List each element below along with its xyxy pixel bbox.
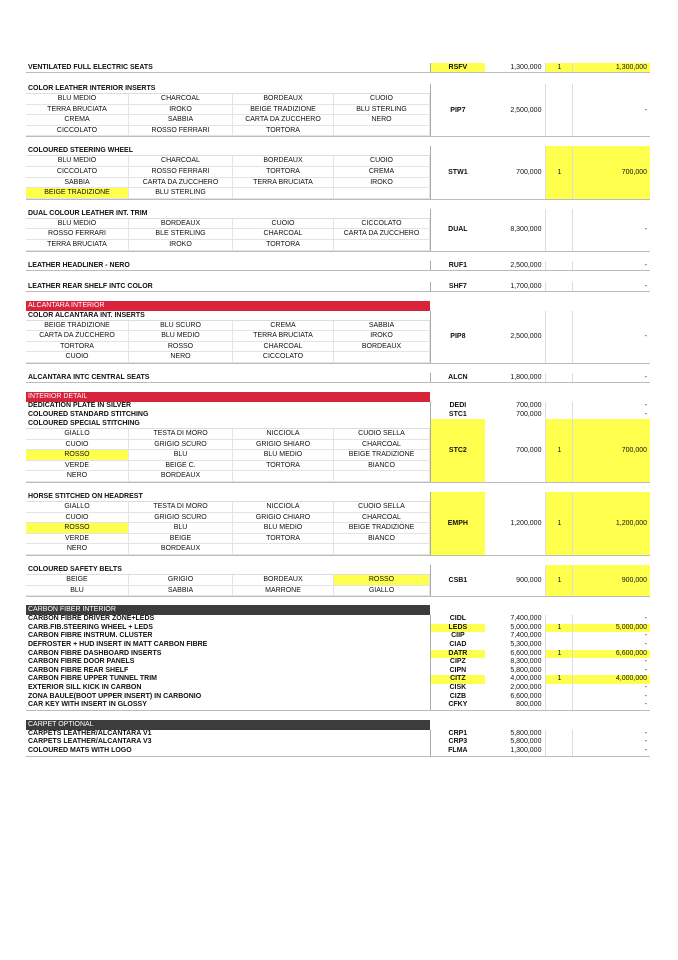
color-choice[interactable]: IROKO: [129, 105, 233, 116]
color-choice[interactable]: GRIGIO CHIARO: [233, 513, 334, 524]
section-header: CARBON FIBER INTERIOR: [26, 605, 430, 615]
color-choice[interactable]: BLU: [129, 523, 233, 534]
color-choice[interactable]: TESTA DI MORO: [129, 429, 233, 440]
option-code: CIZB: [449, 692, 467, 700]
option-code: CIDL: [449, 615, 467, 623]
option-title: EXTERIOR SILL KICK IN CARBON: [28, 683, 142, 691]
option-code: EMPH: [431, 492, 485, 555]
color-choice[interactable]: CICCOLATO: [26, 167, 129, 178]
color-choice[interactable]: BEIGE TRADIZIONE: [26, 321, 129, 332]
color-choice-selected[interactable]: ROSSO: [26, 450, 129, 461]
option-line: [26, 624, 650, 633]
option-alcn: [26, 373, 650, 383]
color-choice[interactable]: TORTORA: [26, 342, 129, 353]
option-title: COLOR ALCANTARA INT. INSERTS: [26, 311, 430, 321]
color-choice[interactable]: GRIGIO SCURO: [129, 513, 233, 524]
option-stc2: [26, 419, 650, 482]
color-choice[interactable]: CUOIO SELLA: [334, 429, 430, 440]
option-price: 1,300,000: [510, 746, 542, 754]
option-qty[interactable]: [545, 730, 573, 739]
color-choice[interactable]: TORTORA: [233, 534, 334, 545]
option-qty[interactable]: [545, 701, 573, 710]
option-total: 6,600,000: [573, 650, 650, 659]
color-choice[interactable]: BEIGE TRADIZIONE: [233, 105, 334, 116]
color-grid: [26, 502, 430, 555]
section-header: ALCANTARA INTERIOR: [26, 301, 430, 311]
option-title: COLOURED MATS WITH LOGO: [28, 746, 132, 754]
color-choice[interactable]: BLU MEDIO: [26, 156, 129, 167]
color-choice[interactable]: CHARCOAL: [233, 229, 334, 240]
color-choice[interactable]: BEIGE TRADIZIONE: [334, 450, 430, 461]
color-grid: [26, 429, 430, 482]
color-choice[interactable]: CICCOLATO: [26, 126, 129, 137]
option-price: 8,300,000: [510, 658, 542, 666]
option-price: 700,000: [516, 401, 542, 409]
option-qty[interactable]: 1: [545, 675, 573, 684]
color-choice[interactable]: CHARCOAL: [129, 94, 233, 105]
option-qty[interactable]: [545, 632, 573, 641]
option-price: 1,700,000: [510, 282, 542, 290]
option-title: ALCANTARA INTC CENTRAL SEATS: [28, 373, 150, 381]
color-choice[interactable]: SABBIA: [129, 586, 233, 597]
alcantara-section: [26, 301, 650, 364]
option-total: -: [644, 615, 648, 623]
option-total: 700,000: [573, 419, 650, 482]
option-title: HORSE STITCHED ON HEADREST: [26, 492, 430, 502]
color-choice[interactable]: CUOIO: [233, 219, 334, 230]
option-total: 1,300,000: [573, 63, 650, 72]
color-choice[interactable]: TERRA BRUCIATA: [233, 178, 334, 189]
option-price: 2,500,000: [510, 261, 542, 269]
option-price: 800,000: [516, 701, 542, 709]
color-choice[interactable]: BEIGE: [129, 534, 233, 545]
option-qty[interactable]: [545, 667, 573, 676]
option-pip7: [26, 84, 650, 137]
option-total: 900,000: [573, 565, 650, 596]
option-qty[interactable]: [545, 615, 573, 624]
option-price: 7,400,000: [510, 632, 542, 640]
option-title: CARBON FIBRE DRIVER ZONE+LEDS: [28, 615, 155, 623]
option-price: 700,000: [516, 447, 542, 455]
option-total: -: [644, 658, 648, 666]
option-total: -: [644, 106, 648, 114]
color-choice[interactable]: CARTA DA ZUCCHERO: [233, 115, 334, 126]
color-choice[interactable]: NERO: [334, 115, 430, 126]
color-choice[interactable]: CUOIO: [334, 156, 430, 167]
option-code: CITZ: [431, 675, 485, 684]
color-choice[interactable]: ROSSO FERRARI: [129, 167, 233, 178]
option-stw1: [26, 146, 650, 199]
option-qty[interactable]: [545, 693, 573, 702]
color-choice[interactable]: BLU MEDIO: [129, 331, 233, 342]
option-price: 4,000,000: [510, 675, 542, 683]
option-price: 900,000: [516, 577, 542, 585]
color-choice[interactable]: CREMA: [233, 321, 334, 332]
option-code: ALCN: [448, 373, 468, 381]
color-choice: [334, 471, 430, 482]
color-choice[interactable]: BLU MEDIO: [26, 94, 129, 105]
color-grid: [26, 575, 430, 596]
color-choice[interactable]: CARTA DA ZUCCHERO: [26, 331, 129, 342]
color-choice[interactable]: TORTORA: [233, 167, 334, 178]
option-qty[interactable]: [545, 658, 573, 667]
option-code: RUF1: [448, 261, 468, 269]
color-choice[interactable]: BLU: [129, 450, 233, 461]
color-choice: [334, 240, 430, 251]
color-choice[interactable]: NICCIOLA: [233, 502, 334, 513]
option-price: 1,300,000: [510, 64, 542, 71]
option-code: PIP8: [450, 333, 466, 341]
color-choice[interactable]: GRIGIO: [129, 575, 233, 586]
color-choice[interactable]: BEIGE: [26, 575, 129, 586]
carpet-section: [26, 720, 650, 757]
color-choice[interactable]: BORDEAUX: [233, 156, 334, 167]
color-choice[interactable]: NICCIOLA: [233, 429, 334, 440]
color-choice[interactable]: BLU MEDIO: [233, 450, 334, 461]
color-choice[interactable]: GIALLO: [26, 502, 129, 513]
option-code: STC1: [448, 410, 467, 418]
color-choice[interactable]: CUOIO SELLA: [334, 502, 430, 513]
color-choice: [233, 188, 334, 199]
color-choice[interactable]: BIANCO: [334, 461, 430, 472]
option-title: COLOURED STANDARD STITCHING: [28, 410, 149, 418]
option-title: DEDICATION PLATE IN SILVER: [28, 401, 132, 409]
option-line: [26, 650, 650, 659]
option-title: COLOURED SPECIAL STITCHING: [26, 419, 430, 429]
option-price: 5,800,000: [510, 738, 542, 746]
color-choice[interactable]: CUOIO: [26, 352, 129, 363]
option-title: CARBON FIBRE DASHBOARD INSERTS: [28, 649, 162, 657]
color-choice[interactable]: VERDE: [26, 461, 129, 472]
option-code: DUAL: [448, 226, 468, 234]
option-line: [26, 632, 650, 641]
color-choice[interactable]: GIALLO: [26, 429, 129, 440]
option-total: -: [644, 683, 648, 691]
option-qty[interactable]: 1: [545, 624, 573, 633]
option-title: DUAL COLOUR LEATHER INT. TRIM: [26, 209, 430, 219]
option-qty[interactable]: 1: [545, 63, 573, 72]
option-title: LEATHER HEADLINER - NERO: [28, 261, 130, 269]
color-choice[interactable]: CUOIO: [26, 513, 129, 524]
option-title: CARBON FIBRE DOOR PANELS: [28, 658, 135, 666]
option-qty[interactable]: [545, 84, 573, 136]
color-choice[interactable]: NERO: [26, 471, 129, 482]
color-choice[interactable]: TORTORA: [233, 240, 334, 251]
color-choice[interactable]: CHARCOAL: [334, 440, 430, 451]
option-price: 1,200,000: [510, 520, 542, 528]
option-pip8: [26, 311, 650, 363]
color-choice[interactable]: TERRA BRUCIATA: [26, 105, 129, 116]
color-choice[interactable]: CICCOLATO: [334, 219, 430, 230]
option-total: -: [644, 410, 648, 418]
option-code: CSB1: [448, 577, 468, 585]
color-grid: [26, 156, 430, 198]
option-total: -: [644, 282, 648, 290]
color-choice[interactable]: CUOIO: [334, 94, 430, 105]
color-choice[interactable]: TESTA DI MORO: [129, 502, 233, 513]
color-choice[interactable]: GRIGIO SCURO: [129, 440, 233, 451]
option-line: [26, 747, 650, 756]
color-choice[interactable]: CARTA DA ZUCCHERO: [334, 229, 430, 240]
color-choice[interactable]: VERDE: [26, 534, 129, 545]
color-choice[interactable]: CUOIO: [26, 440, 129, 451]
color-choice[interactable]: SABBIA: [334, 321, 430, 332]
option-total: -: [644, 641, 648, 648]
option-code: CIPN: [449, 666, 467, 674]
option-title: CARBON FIBRE INSTRUM. CLUSTER: [28, 632, 153, 640]
option-line: [26, 693, 650, 702]
option-price: 2,500,000: [510, 333, 542, 341]
option-line: [26, 675, 650, 684]
option-total: -: [644, 401, 648, 409]
option-line: [26, 730, 650, 739]
option-price: 8,300,000: [510, 226, 542, 234]
option-title: CAR KEY WITH INSERT IN GLOSSY: [28, 701, 147, 709]
option-rsfv: [26, 63, 650, 73]
option-price: 5,800,000: [510, 666, 542, 674]
option-code: DEDI: [449, 401, 467, 409]
option-total: -: [644, 373, 648, 381]
option-title: COLOURED STEERING WHEEL: [26, 146, 430, 156]
option-total: 5,000,000: [573, 624, 650, 633]
color-choice[interactable]: IROKO: [334, 178, 430, 189]
option-qty[interactable]: [545, 311, 573, 363]
color-choice[interactable]: GRIGIO SHIARO: [233, 440, 334, 451]
option-qty[interactable]: [545, 282, 573, 291]
option-total: -: [644, 333, 648, 341]
option-price: 700,000: [516, 169, 542, 177]
color-choice[interactable]: CHARCOAL: [129, 156, 233, 167]
color-grid: [26, 219, 430, 251]
color-choice[interactable]: BLU MEDIO: [233, 523, 334, 534]
option-qty[interactable]: 1: [545, 650, 573, 659]
color-choice[interactable]: TORTORA: [233, 461, 334, 472]
color-choice[interactable]: BORDEAUX: [129, 219, 233, 230]
color-choice[interactable]: CICCOLATO: [233, 352, 334, 363]
option-qty[interactable]: [545, 411, 573, 420]
option-shf7: [26, 282, 650, 292]
color-choice[interactable]: GIALLO: [334, 586, 430, 597]
option-title: COLOR LEATHER INTERIOR INSERTS: [26, 84, 430, 94]
option-qty[interactable]: 1: [545, 146, 573, 198]
color-choice[interactable]: CARTA DA ZUCCHERO: [129, 178, 233, 189]
option-price: 6,600,000: [510, 649, 542, 657]
color-choice[interactable]: TERRA BRUCIATA: [233, 331, 334, 342]
option-total: -: [644, 738, 648, 746]
color-choice[interactable]: BLE STERLING: [129, 229, 233, 240]
option-price: 5,800,000: [510, 729, 542, 737]
option-line: [26, 658, 650, 667]
option-qty[interactable]: 1: [545, 419, 573, 482]
option-code: CIPZ: [449, 658, 466, 666]
color-choice[interactable]: BLU STERLING: [334, 105, 430, 116]
option-title: CARPETS LEATHER/ALCANTARA V1: [28, 729, 152, 737]
option-code: CIIP: [451, 632, 465, 640]
options-sheet: [26, 63, 650, 766]
option-code: DATR: [431, 650, 485, 659]
color-choice[interactable]: ROSSO FERRARI: [26, 229, 129, 240]
color-choice-selected[interactable]: ROSSO: [334, 575, 430, 586]
option-csb1: [26, 565, 650, 597]
color-choice: [233, 544, 334, 555]
option-qty[interactable]: [545, 738, 573, 747]
color-choice-selected[interactable]: BEIGE TRADIZIONE: [26, 188, 129, 199]
color-grid: [26, 321, 430, 363]
color-choice[interactable]: BORDEAUX: [233, 94, 334, 105]
color-choice[interactable]: TORTORA: [233, 126, 334, 137]
color-choice[interactable]: CREMA: [26, 115, 129, 126]
color-choice[interactable]: BEIGE C.: [129, 461, 233, 472]
option-price: 2,000,000: [510, 683, 542, 691]
option-code: CRP3: [448, 738, 468, 746]
color-choice[interactable]: BLU SCURO: [129, 321, 233, 332]
option-qty[interactable]: [545, 402, 573, 411]
color-choice[interactable]: SABBIA: [26, 178, 129, 189]
color-choice[interactable]: BEIGE TRADIZIONE: [334, 523, 430, 534]
option-qty[interactable]: [545, 209, 573, 251]
option-total: -: [644, 701, 648, 709]
option-qty[interactable]: [545, 684, 573, 693]
option-code: CIAD: [449, 641, 467, 648]
option-line: [26, 667, 650, 676]
option-qty[interactable]: [545, 373, 573, 382]
option-qty[interactable]: [545, 747, 573, 756]
color-choice[interactable]: BORDEAUX: [129, 544, 233, 555]
color-choice[interactable]: BLU STERLING: [129, 188, 233, 199]
color-choice[interactable]: CREMA: [334, 167, 430, 178]
color-choice: [334, 544, 430, 555]
option-total: -: [644, 226, 648, 234]
color-choice[interactable]: BIANCO: [334, 534, 430, 545]
color-choice-selected[interactable]: ROSSO: [26, 523, 129, 534]
color-choice[interactable]: CHARCOAL: [334, 513, 430, 524]
option-total: 700,000: [573, 146, 650, 198]
color-choice[interactable]: MARRONE: [233, 586, 334, 597]
color-choice[interactable]: IROKO: [334, 331, 430, 342]
option-line: [26, 701, 650, 710]
section-header: INTERIOR DETAIL: [26, 392, 430, 402]
option-total: -: [644, 632, 648, 640]
option-qty[interactable]: [545, 261, 573, 270]
option-code: PIP7: [450, 106, 466, 114]
option-price: 1,800,000: [510, 373, 542, 381]
color-choice[interactable]: NERO: [129, 352, 233, 363]
option-qty[interactable]: 1: [545, 492, 573, 555]
option-total: -: [644, 261, 648, 269]
option-line: [26, 615, 650, 624]
color-choice[interactable]: CHARCOAL: [233, 342, 334, 353]
option-title: LEATHER REAR SHELF INTC COLOR: [28, 282, 153, 290]
option-total: 1,200,000: [573, 492, 650, 555]
section-header: CARPET OPTIONAL: [26, 720, 430, 730]
option-title: ZONA BAULE(BOOT UPPER INSERT) IN CARBONIO: [28, 692, 202, 700]
option-title: DEFROSTER + HUD INSERT IN MATT CARBON FIBRE: [28, 641, 208, 648]
option-total: -: [644, 692, 648, 700]
option-emph: [26, 492, 650, 556]
color-choice: [334, 352, 430, 363]
option-total: -: [644, 746, 648, 754]
color-choice: [334, 188, 430, 199]
option-stc1: [26, 411, 650, 420]
color-choice[interactable]: NERO: [26, 544, 129, 555]
option-price: 5,000,000: [510, 623, 542, 631]
color-choice[interactable]: BORDEAUX: [233, 575, 334, 586]
option-total: 4,000,000: [573, 675, 650, 684]
option-price: 6,600,000: [510, 692, 542, 700]
color-choice[interactable]: SABBIA: [129, 115, 233, 126]
option-code: RSFV: [431, 63, 485, 72]
option-code: CISK: [449, 683, 467, 691]
color-choice[interactable]: BLU: [26, 586, 129, 597]
interior-detail-section: [26, 392, 650, 483]
color-choice[interactable]: BLU MEDIO: [26, 219, 129, 230]
option-dedi: [26, 402, 650, 411]
option-dual: [26, 209, 650, 252]
option-line: [26, 641, 650, 650]
color-choice: [233, 471, 334, 482]
option-code: CRP1: [448, 729, 468, 737]
option-price: 5,300,000: [510, 641, 542, 648]
color-choice[interactable]: IROKO: [129, 240, 233, 251]
option-line: [26, 684, 650, 693]
option-title: CARB.FIB.STEERING WHEEL + LEDS: [28, 623, 153, 631]
color-grid: [26, 94, 430, 136]
option-price: 7,400,000: [510, 615, 542, 623]
option-code: STW1: [448, 169, 468, 177]
option-code: FLMA: [448, 746, 468, 754]
color-choice[interactable]: TERRA BRUCIATA: [26, 240, 129, 251]
option-qty[interactable]: 1: [545, 565, 573, 596]
option-price: 700,000: [516, 410, 542, 418]
color-choice[interactable]: ROSSO: [129, 342, 233, 353]
option-title: CARPETS LEATHER/ALCANTARA V3: [28, 738, 152, 746]
option-code: SHF7: [448, 282, 467, 290]
option-ruf1: [26, 261, 650, 271]
carbon-section: [26, 605, 650, 711]
option-title: CARBON FIBRE REAR SHELF: [28, 666, 129, 674]
option-total: -: [644, 666, 648, 674]
option-code: STC2: [431, 419, 485, 482]
option-code: LEDS: [431, 624, 485, 633]
color-choice[interactable]: BORDEAUX: [129, 471, 233, 482]
color-choice: [334, 126, 430, 137]
option-title: CARBON FIBRE UPPER TUNNEL TRIM: [28, 675, 157, 683]
option-title: VENTILATED FULL ELECTRIC SEATS: [28, 64, 153, 71]
option-total: -: [644, 729, 648, 737]
option-qty[interactable]: [545, 641, 573, 650]
option-line: [26, 738, 650, 747]
option-code: CFKY: [448, 701, 468, 709]
color-choice[interactable]: ROSSO FERRARI: [129, 126, 233, 137]
option-price: 2,500,000: [510, 106, 542, 114]
color-choice[interactable]: BORDEAUX: [334, 342, 430, 353]
option-title: COLOURED SAFETY BELTS: [26, 565, 430, 575]
